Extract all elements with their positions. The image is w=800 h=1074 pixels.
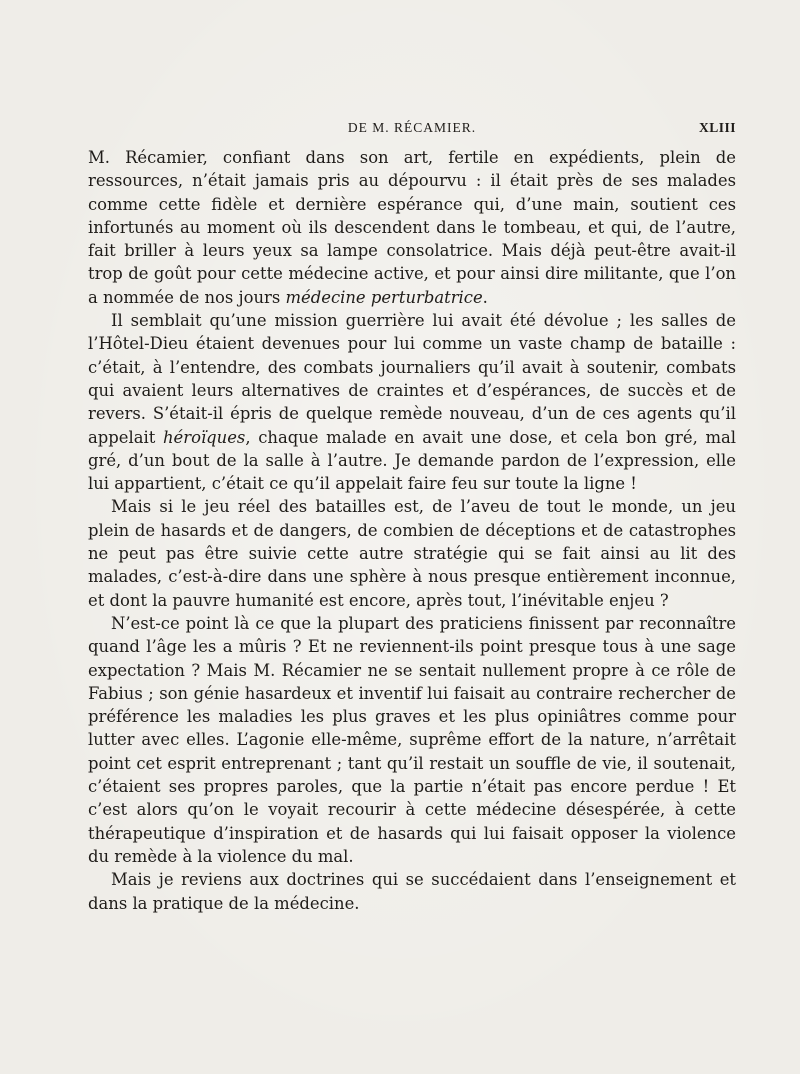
body-text [88, 146, 736, 915]
paragraph-text: , chaque malade en avait une dose, et cela bon gré, mal gré, d’un bout de la salle à l’autre. Je demande pardon de l’expression, elle lui appartient, c’était ce qu’il appelait faire feu sur toute la ligne ! [88, 427, 737, 494]
paragraph-text: . [482, 287, 488, 307]
paragraph-text: M. Récamier, confiant dans son art, fertile en expédients, plein de ressources, n’était jamais pris au dépourvu : il était près de ses malades comme cette fidèle et dernière espérance qui, d’une main, soutient ces infortunés au moment où ils descendent dans le tombeau, et qui, de l’autre, fait briller à leurs yeux sa lampe consolatrice. Mais déjà peut-être avait-il trop de goût pour cette médecine active, et pour ainsi dire militante, que l’on a nommée de nos jours [88, 148, 736, 307]
paragraph [88, 612, 736, 868]
paragraph [88, 146, 736, 309]
paragraph-text: Mais si le jeu réel des batailles est, de l’aveu de tout le monde, un jeu plein de hasards et de dangers, de combien de déceptions et de catastrophes ne peut pas être suivie cette autre stratégie qui se fait ainsi au lit des malades, c’est-à-dire dans une sphère à nous presque entièrement inconnue, et dont la pauvre humanité est encore, après tout, l’inévitable enjeu ? [88, 497, 736, 610]
paragraph [88, 868, 736, 915]
paragraph-text: N’est-ce point là ce que la plupart des praticiens finissent par reconnaître quand l’âge les a mûris ? Et ne reviennent-ils point presque tous à une sage expectation ? Mais M. Récamier ne se sentait nullement propre à ce rôle de Fabius ; son génie hasardeux et inventif lui faisait au contraire rechercher de préférence les maladies les plus graves et les plus opiniâtres comme pour lutter avec elles. L’agonie elle-même, suprême effort de la nature, n’arrêtait point cet esprit entreprenant ; tant qu’il restait un souffle de vie, il soutenait, c’étaient ses propres paroles, que la partie n’était pas encore perdue ! Et c’est alors qu’on le voyait recourir à cette médecine désespérée, à cette thérapeutique d’inspiration et de hasards qui lui faisait opposer la violence du remède à la violence du mal. [88, 613, 736, 866]
paragraph [88, 309, 736, 495]
running-head [88, 120, 736, 142]
page-number: XLIII [698, 120, 736, 135]
paragraph-text: Il semblait qu’une mission guerrière lui avait été dévolue ; les salles de l’Hôtel-Dieu étaient devenues pour lui comme un vaste champ de bataille : c’était, à l’entendre, des combats journaliers qu’il avait à soutenir, combats qui avaient leurs alternatives de craintes et d’espérances, de succès et de revers. S’était-il épris de quelque remède nouveau, d’un de ces agents qu’il appelait [88, 311, 736, 447]
italic-term: médecine perturbatrice [285, 287, 483, 307]
italic-term: héroïques [162, 427, 246, 447]
paragraph-text: Mais je reviens aux doctrines qui se succédaient dans l’enseignement et dans la pratique de la médecine. [88, 870, 736, 913]
paragraph [88, 495, 736, 611]
running-title: DE M. RÉCAMIER. [347, 120, 477, 135]
